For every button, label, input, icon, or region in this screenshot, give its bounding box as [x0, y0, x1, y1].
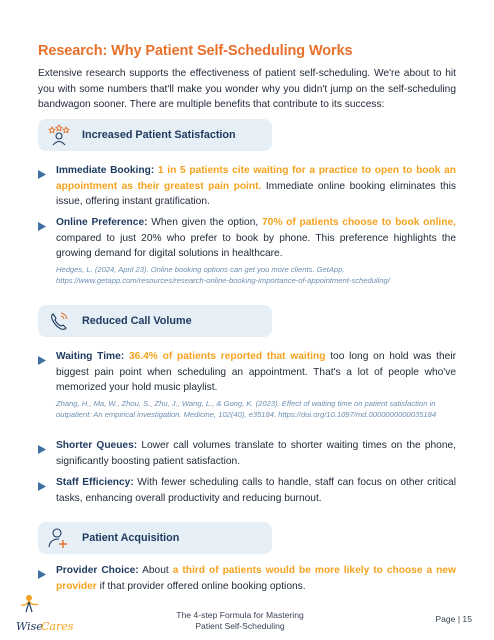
bullet-arrow-icon [38, 215, 56, 262]
bullet-text: Immediate online booking eliminates this issue, offering instant gratification. [56, 180, 456, 207]
bullet-text: compared to just 20% who prefer to book by phone. This preference highlights the growing demand for digital solutions in healthcare. [56, 232, 456, 259]
bullet-lead: Immediate Booking: [56, 165, 155, 176]
bullet-arrow-icon [38, 349, 56, 396]
list-item [38, 475, 456, 506]
bullet-text: if that provider offered online booking options. [99, 580, 306, 592]
bullet-lead: Staff Efficiency: [56, 477, 134, 488]
section-title: Reduced Call Volume [82, 315, 192, 327]
bullet-highlight: a third of patients would be more likely to choose a new provider [56, 565, 456, 592]
wisecares-logo [14, 592, 74, 636]
section-header-acquisition [38, 522, 272, 554]
bullet-arrow-icon [38, 475, 56, 506]
footer-line: Patient Self-Scheduling [195, 621, 285, 631]
bullet-text: too long on hold was their biggest pain point when scheduling an appointment. That's a lot of people who've memorized your hold music playlist. [56, 351, 456, 393]
bullet-arrow-icon [38, 563, 56, 594]
svg-text:Wise: Wise [16, 620, 43, 633]
bullet-lead: Shorter Queues: [56, 440, 138, 451]
bullet-text: With fewer scheduling calls to handle, staff can focus on other critical tasks, enhancing overall productivity and reducing burnout. [56, 477, 456, 504]
section-header-satisfaction [38, 119, 272, 151]
list-item [38, 163, 456, 210]
section-title: Patient Acquisition [82, 532, 180, 544]
bullet-arrow-icon [38, 438, 56, 469]
stars-person-icon [48, 124, 70, 146]
phone-icon [48, 310, 70, 332]
add-person-icon [48, 527, 70, 549]
page-title: Research: Why Patient Self-Scheduling Works [38, 43, 353, 59]
list-item [38, 215, 456, 262]
bullet-lead: Provider Choice: [56, 565, 139, 576]
intro-paragraph: Extensive research supports the effectiveness of patient self-scheduling. We're about to hit you with some numbers that'll make you wonder why you didn't jump on the self-scheduling bandwagon sooner. There are multiple benefits that contribute to its success: [38, 68, 456, 110]
bullet-lead: Waiting Time: [56, 351, 125, 362]
footer-title [160, 610, 320, 632]
page-number: Page | 15 [435, 614, 472, 624]
bullet-highlight: 1 in 5 patients cite waiting for a practice to open to book an appointment as their greatest pain point. [56, 165, 456, 192]
svg-text:Cares: Cares [41, 620, 74, 633]
list-item [38, 438, 456, 469]
bullet-text: Lower call volumes translate to shorter waiting times on the phone, significantly boosting patient satisfaction. [56, 440, 456, 467]
footer-line: The 4-step Formula for Mastering [176, 610, 304, 620]
bullet-highlight: 36.4% of patients reported that waiting [128, 351, 326, 362]
bullet-text: When given the option, [151, 217, 259, 228]
list-item [38, 349, 456, 396]
section-header-call-volume [38, 305, 272, 337]
bullet-arrow-icon [38, 163, 56, 210]
bullet-highlight: 70% of patients choose to book online, [261, 217, 456, 228]
bullet-lead: Online Preference: [56, 217, 148, 228]
list-item [38, 563, 456, 594]
section-title: Increased Patient Satisfaction [82, 129, 236, 141]
citation: Zhang, H., Ma, W., Zhou, S., Zhu, J., Wang, L., & Gong, K. (2023). Effect of waiting time on patient satisfaction in outpatient: An empirical investigation. Medicine, 102(40), e35184. https://doi.org/10.1097/md.0000000000035184 [56, 399, 437, 419]
citation: Hedges, L. (2024, April 23). Online booking options can get you more clients. GetApp. https://www.getapp.com/resources/research-online-booking-importance-of-appointment-scheduling/ [56, 265, 390, 285]
bullet-text: About [142, 565, 169, 576]
